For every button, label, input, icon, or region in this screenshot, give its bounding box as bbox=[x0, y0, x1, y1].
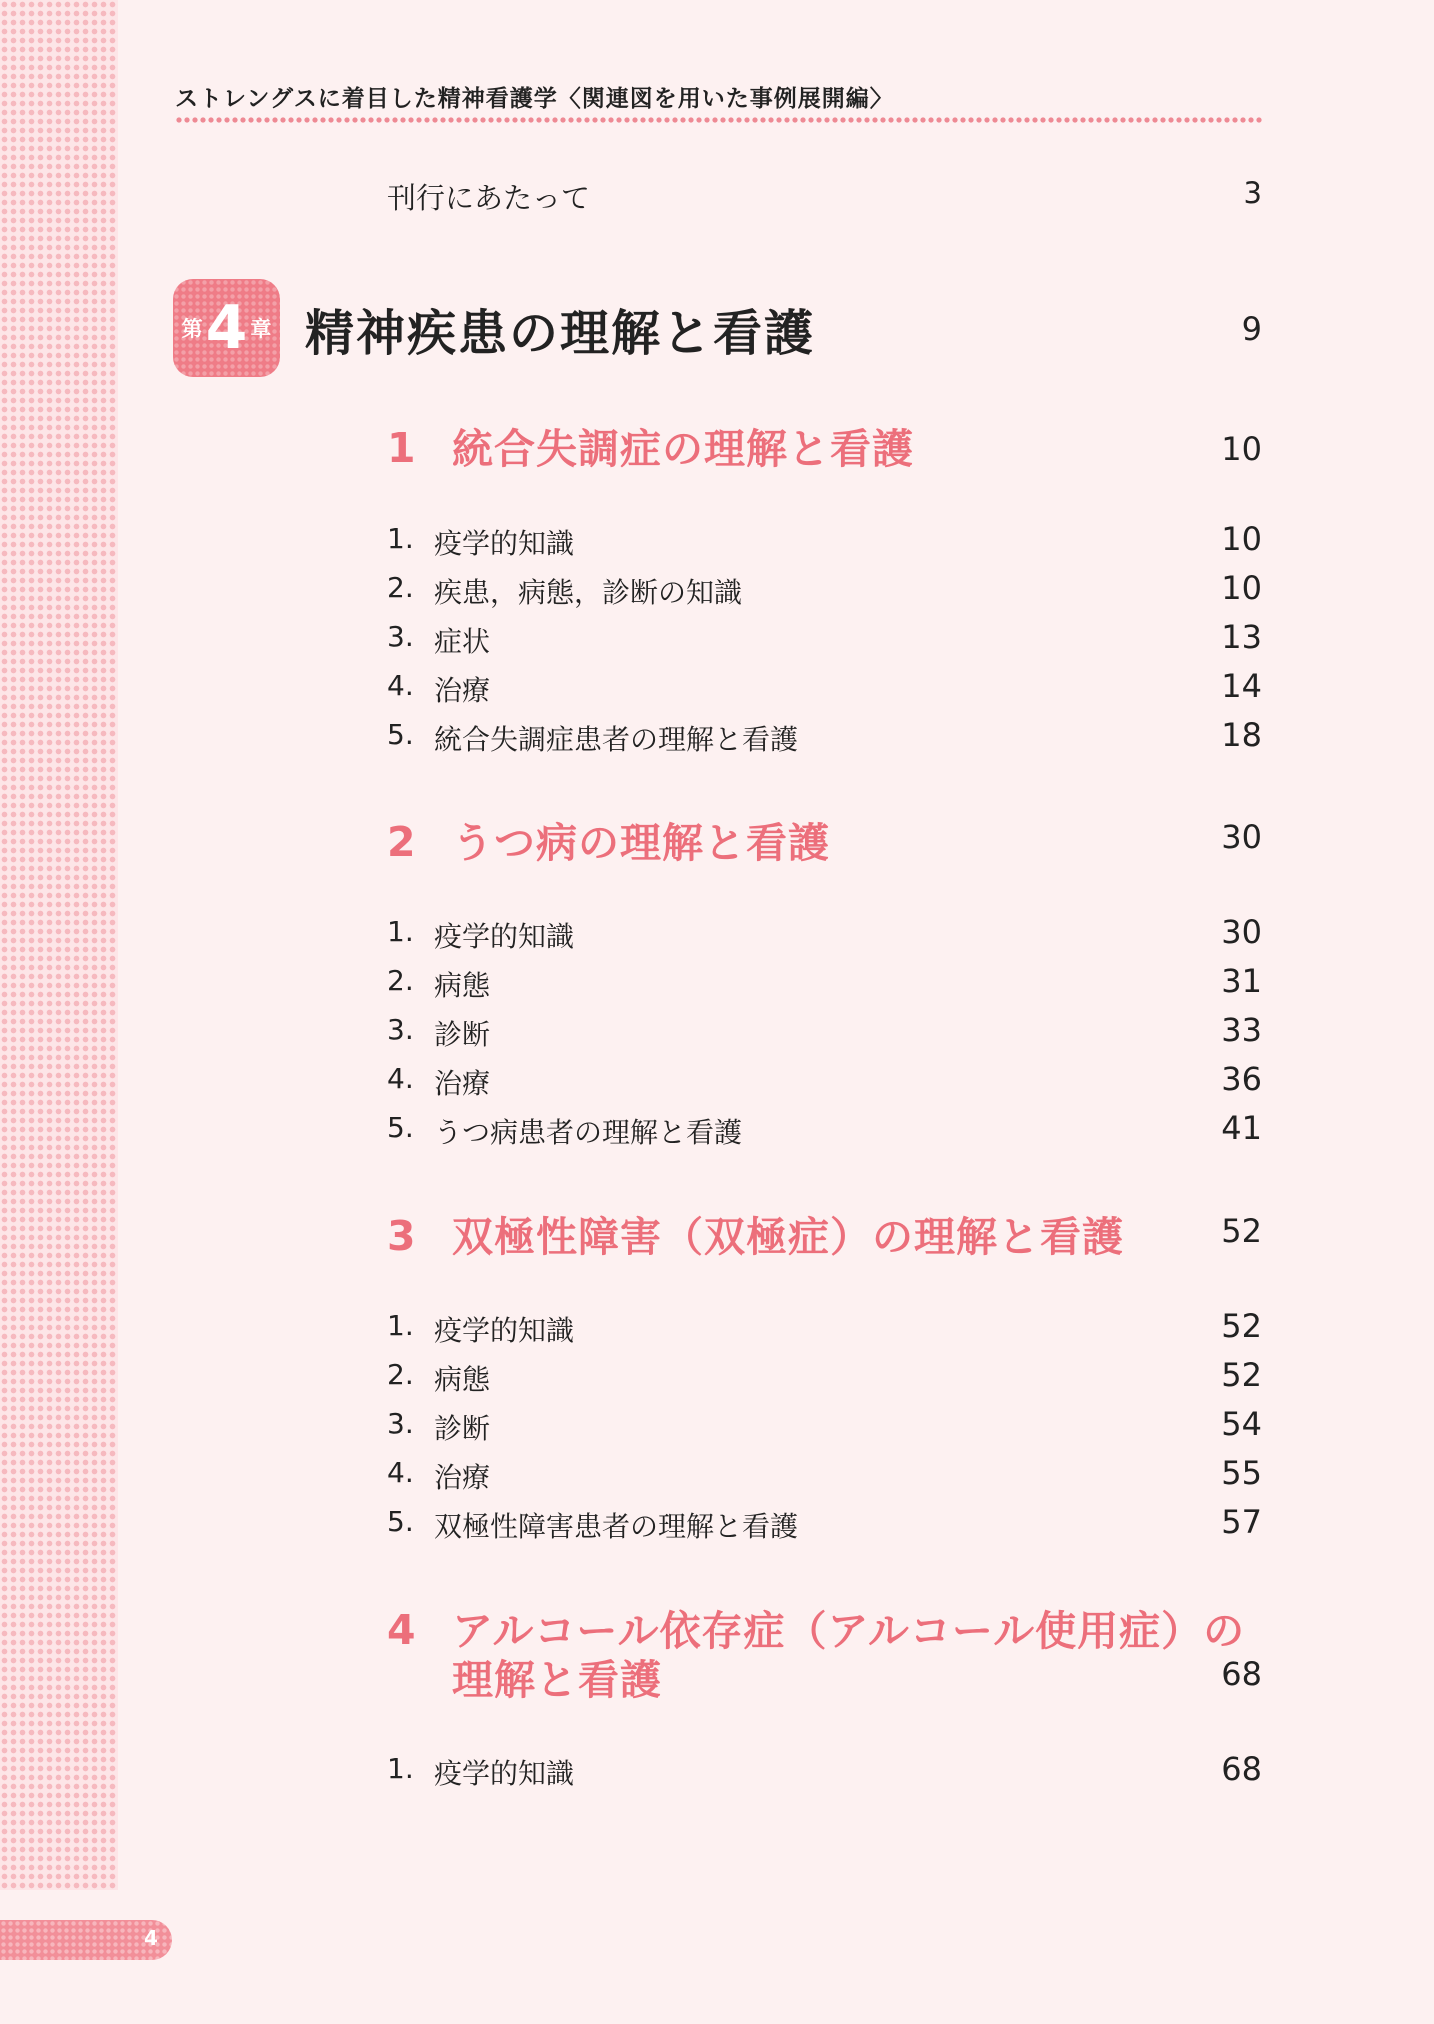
book-title-header: ストレングスに着目した精神看護学〈関連図を用いた事例展開編〉 bbox=[175, 86, 894, 112]
chapter-badge bbox=[173, 279, 280, 377]
toc-item-label[interactable]: 治療 bbox=[434, 1067, 491, 1100]
section-number: 2 bbox=[387, 818, 416, 866]
toc-item-label[interactable]: 治療 bbox=[434, 674, 491, 707]
toc-item-number: 2. bbox=[387, 964, 414, 997]
toc-intro-label[interactable]: 刊行にあたって bbox=[387, 181, 591, 215]
toc-item-label[interactable]: 疫学的知識 bbox=[434, 1757, 575, 1790]
toc-item-number: 1. bbox=[387, 1309, 414, 1342]
toc-item-label[interactable]: 統合失調症患者の理解と看護 bbox=[434, 723, 799, 756]
section-page: 10 bbox=[1221, 430, 1262, 468]
toc-item-number: 1. bbox=[387, 522, 414, 555]
toc-item-number: 4. bbox=[387, 1062, 414, 1095]
chapter-title[interactable]: 精神疾患の理解と看護 bbox=[305, 305, 816, 362]
chapter-number: 4 bbox=[205, 293, 248, 363]
toc-item-page: 52 bbox=[1221, 1307, 1262, 1345]
section-number: 1 bbox=[387, 424, 416, 472]
toc-item-number: 4. bbox=[387, 669, 414, 702]
section-number: 4 bbox=[387, 1606, 416, 1654]
header-dotted-rule bbox=[175, 117, 1262, 123]
toc-item-page: 30 bbox=[1221, 913, 1262, 951]
chapter-prefix: 第 bbox=[181, 317, 203, 341]
section-number: 3 bbox=[387, 1212, 416, 1260]
toc-item-page: 55 bbox=[1221, 1454, 1262, 1492]
toc-item-label[interactable]: 診断 bbox=[434, 1412, 491, 1445]
toc-item-page: 10 bbox=[1221, 569, 1262, 607]
toc-item-page: 52 bbox=[1221, 1356, 1262, 1394]
toc-item-number: 1. bbox=[387, 1752, 414, 1785]
section-title[interactable]: 統合失調症の理解と看護 bbox=[452, 425, 914, 473]
toc-item-label[interactable]: 疾患，病態，診断の知識 bbox=[434, 576, 743, 609]
toc-item-page: 33 bbox=[1221, 1011, 1262, 1049]
section-title[interactable]: 双極性障害（双極症）の理解と看護 bbox=[452, 1213, 1124, 1261]
toc-item-number: 5. bbox=[387, 1111, 414, 1144]
toc-item-number: 3. bbox=[387, 620, 414, 653]
toc-item-label[interactable]: 病態 bbox=[434, 1363, 491, 1396]
toc-item-number: 4. bbox=[387, 1456, 414, 1489]
toc-item-page: 18 bbox=[1221, 716, 1262, 754]
toc-item-label[interactable]: 診断 bbox=[434, 1018, 491, 1051]
toc-item-page: 10 bbox=[1221, 520, 1262, 558]
section-title-line-2[interactable]: 理解と看護 bbox=[452, 1656, 662, 1704]
chapter-page: 9 bbox=[1241, 310, 1262, 348]
chapter-suffix: 章 bbox=[250, 317, 272, 341]
toc-item-label[interactable]: 双極性障害患者の理解と看護 bbox=[434, 1510, 799, 1543]
toc-item-page: 13 bbox=[1221, 618, 1262, 656]
section-page: 68 bbox=[1221, 1655, 1262, 1693]
toc-intro-page: 3 bbox=[1243, 176, 1262, 210]
toc-item-page: 68 bbox=[1221, 1750, 1262, 1788]
toc-item-page: 41 bbox=[1221, 1109, 1262, 1147]
toc-item-number: 3. bbox=[387, 1013, 414, 1046]
toc-item-number: 5. bbox=[387, 1505, 414, 1538]
section-title[interactable]: うつ病の理解と看護 bbox=[452, 819, 830, 867]
toc-item-label[interactable]: うつ病患者の理解と看護 bbox=[434, 1116, 743, 1149]
toc-item-number: 1. bbox=[387, 915, 414, 948]
toc-item-page: 31 bbox=[1221, 962, 1262, 1000]
toc-item-page: 14 bbox=[1221, 667, 1262, 705]
toc-item-label[interactable]: 疫学的知識 bbox=[434, 920, 575, 953]
toc-item-number: 2. bbox=[387, 571, 414, 604]
toc-item-label[interactable]: 治療 bbox=[434, 1461, 491, 1494]
toc-item-number: 2. bbox=[387, 1358, 414, 1391]
footer-page-number: 4 bbox=[144, 1926, 158, 1950]
toc-item-label[interactable]: 疫学的知識 bbox=[434, 1314, 575, 1347]
toc-item-page: 57 bbox=[1221, 1503, 1262, 1541]
section-page: 30 bbox=[1221, 818, 1262, 856]
toc-item-number: 3. bbox=[387, 1407, 414, 1440]
toc-item-label[interactable]: 疫学的知識 bbox=[434, 527, 575, 560]
section-page: 52 bbox=[1221, 1212, 1262, 1250]
toc-item-number: 5. bbox=[387, 718, 414, 751]
toc-item-label[interactable]: 症状 bbox=[434, 625, 491, 658]
section-title-line-1[interactable]: アルコール依存症（アルコール使用症）の bbox=[452, 1607, 1246, 1655]
decorative-side-strip bbox=[0, 0, 118, 1890]
toc-item-label[interactable]: 病態 bbox=[434, 969, 491, 1002]
toc-item-page: 54 bbox=[1221, 1405, 1262, 1443]
toc-item-page: 36 bbox=[1221, 1060, 1262, 1098]
